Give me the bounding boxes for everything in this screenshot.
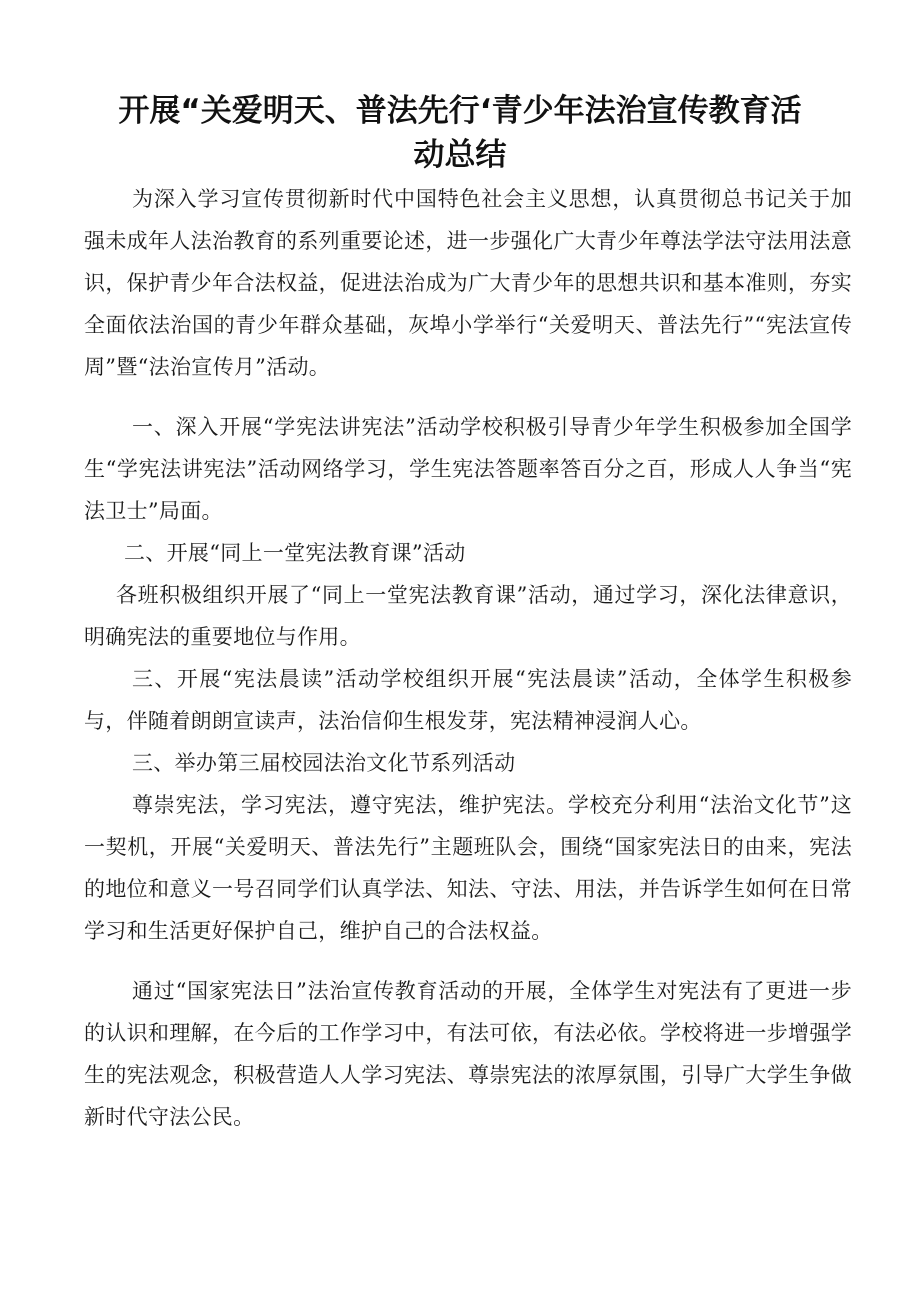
section-2-paragraph: 各班积极组织开展了“同上一堂宪法教育课”活动，通过学习，深化法律意识，明确宪法的重要地位与作用。: [84, 583, 852, 649]
document-title-line-2: 动总结: [413, 137, 507, 173]
document-body: [84, 178, 852, 1138]
conclusion-paragraph: 通过“国家宪法日”法治宣传教育活动的开展，全体学生对宪法有了更进一步的认识和理解，在今后的工作学习中，有法可依，有法必依。学校将进一步增强学生的宪法观念，积极营造人人学习宪法、尊崇宪法的浓厚氛围，引导广大学生争做新时代守法公民。: [84, 979, 852, 1129]
document-title-line-1: 开展“关爱明天、普法先行‘青少年法治宣传教育活: [118, 93, 802, 129]
section-2-heading: 二、开展“同上一堂宪法教育课”活动: [124, 541, 466, 565]
section-3-paragraph: 三、开展“宪法晨读”活动学校组织开展“宪法晨读”活动，全体学生积极参与，伴随着朗朗宣读声，法治信仰生根发芽，宪法精神浸润人心。: [84, 667, 852, 733]
section-4-paragraph: 尊崇宪法，学习宪法，遵守宪法，维护宪法。学校充分利用“法治文化节”这一契机，开展“关爱明天、普法先行”主题班队会，围绕“国家宪法日的由来，宪法的地位和意义一号召同学们认真学法、知法、守法、用法，并告诉学生如何在日常学习和生活更好保护自己，维护自己的合法权益。: [84, 793, 852, 943]
section-1-paragraph: 一、深入开展“学宪法讲宪法”活动学校积极引导青少年学生积极参加全国学生“学宪法讲宪法”活动网络学习，学生宪法答题率答百分之百，形成人人争当“宪法卫士”局面。: [84, 415, 852, 523]
section-4-heading: 三、举办第三届校园法治文化节系列活动: [132, 751, 516, 775]
intro-paragraph: 为深入学习宣传贯彻新时代中国特色社会主义思想，认真贯彻总书记关于加强未成年人法治教育的系列重要论述，进一步强化广大青少年尊法学法守法用法意识，保护青少年合法权益，促进法治成为广大青少年的思想共识和基本准则，夯实全面依法治国的青少年群众基础，灰埠小学举行“关爱明天、普法先行”“宪法宣传周”暨“法治宣传月”活动。: [84, 187, 852, 379]
